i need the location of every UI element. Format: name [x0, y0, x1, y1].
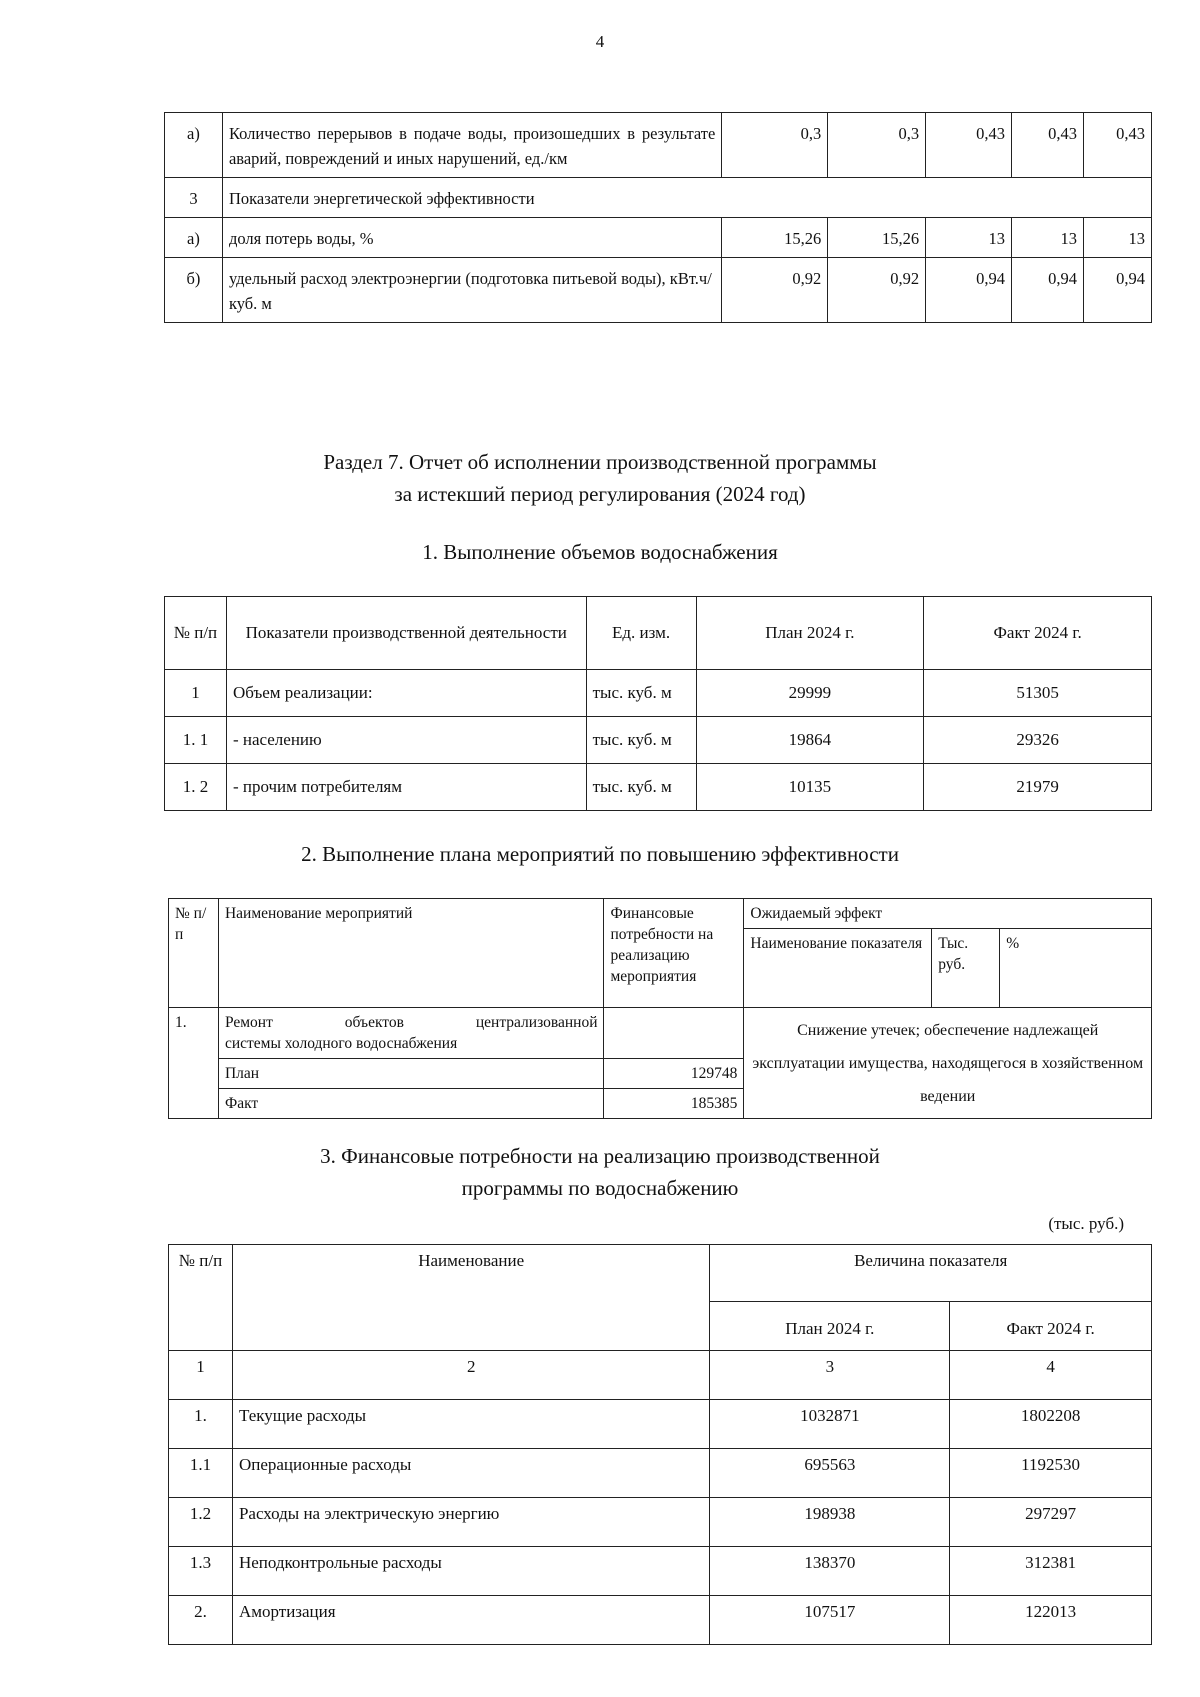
fact-value: 1192530	[950, 1449, 1152, 1498]
fact-value: 1802208	[950, 1400, 1152, 1449]
financial-heading-line2: программы по водоснабжению	[461, 1176, 739, 1200]
table-row	[169, 1008, 1152, 1059]
table-row	[169, 1400, 1152, 1449]
row-number: б)	[165, 258, 223, 323]
value-cell: 13	[1012, 218, 1084, 258]
measure-name	[218, 1008, 604, 1059]
column-header: %	[1000, 929, 1152, 1008]
column-header: Наименование мероприятий	[218, 899, 604, 1008]
row-number: 1.2	[169, 1498, 233, 1547]
value-cell: 0,94	[1012, 258, 1084, 323]
fact-value: 21979	[924, 764, 1152, 811]
indicator-name: удельный расход электроэнергии (подготовка питьевой воды), кВт.ч/куб. м	[222, 258, 721, 323]
measures-table	[168, 898, 1152, 1119]
column-number: 1	[169, 1351, 233, 1400]
row-number: 1. 1	[165, 717, 227, 764]
column-header: Тыс. руб.	[932, 929, 1000, 1008]
page-number: 4	[595, 32, 605, 51]
plan-value: 19864	[696, 717, 924, 764]
column-numbers-row	[169, 1351, 1152, 1400]
measure-name-line: Ремонт объектов централизованной	[224, 1014, 598, 1031]
row-name: Расходы на электрическую энергию	[232, 1498, 710, 1547]
value-cell: 13	[1083, 218, 1151, 258]
plan-value: 10135	[696, 764, 924, 811]
column-number: 2	[232, 1351, 710, 1400]
table-row	[165, 218, 1152, 258]
row-number: а)	[165, 113, 223, 178]
table-header-row	[169, 1245, 1152, 1302]
column-header: Факт 2024 г.	[924, 597, 1152, 670]
value-cell: 13	[926, 218, 1012, 258]
value-cell: 0,3	[722, 113, 828, 178]
expected-effect: Снижение утечек; обеспечение надлежащей эксплуатации имущества, находящегося в хозяйственном ведении	[744, 1008, 1152, 1119]
value-cell: 0,94	[926, 258, 1012, 323]
value-cell: 0,43	[1012, 113, 1084, 178]
measures-heading: 2. Выполнение плана мероприятий по повышению эффективности	[301, 842, 899, 866]
row-name: Неподконтрольные расходы	[232, 1547, 710, 1596]
section-title: Раздел 7. Отчет об исполнении производственной программы	[323, 450, 877, 474]
row-number: 1. 2	[165, 764, 227, 811]
plan-label: План	[218, 1059, 604, 1089]
column-header: Ед. изм.	[586, 597, 696, 670]
row-unit: тыс. куб. м	[586, 670, 696, 717]
indicator-name: Количество перерывов в подаче воды, произошедших в результате аварий, повреждений и иных нарушений, ед./км	[222, 113, 721, 178]
plan-value: 198938	[710, 1498, 950, 1547]
plan-value: 1032871	[710, 1400, 950, 1449]
plan-value: 29999	[696, 670, 924, 717]
finance-cell	[604, 1008, 744, 1059]
column-number: 4	[950, 1351, 1152, 1400]
table-row	[169, 1449, 1152, 1498]
row-name: Операционные расходы	[232, 1449, 710, 1498]
row-number: 1.	[169, 1400, 233, 1449]
table-row	[169, 1498, 1152, 1547]
column-header: № п/п	[169, 1245, 233, 1351]
column-header: Величина показателя	[710, 1245, 1152, 1302]
value-cell: 0,43	[926, 113, 1012, 178]
unit-note: (тыс. руб.)	[1048, 1214, 1124, 1233]
row-number: 1.1	[169, 1449, 233, 1498]
volumes-heading: 1. Выполнение объемов водоснабжения	[422, 540, 778, 564]
row-name: - прочим потребителям	[226, 764, 586, 811]
column-number: 3	[710, 1351, 950, 1400]
value-cell: 0,3	[828, 113, 926, 178]
column-header: План 2024 г.	[696, 597, 924, 670]
row-name: Текущие расходы	[232, 1400, 710, 1449]
row-unit: тыс. куб. м	[586, 717, 696, 764]
fact-value: 185385	[604, 1089, 744, 1119]
table-row	[165, 764, 1152, 811]
indicators-table	[164, 112, 1152, 323]
value-cell: 0,43	[1083, 113, 1151, 178]
plan-value: 107517	[710, 1596, 950, 1645]
value-cell: 15,26	[722, 218, 828, 258]
table-row	[169, 1596, 1152, 1645]
volumes-table	[164, 596, 1152, 811]
value-cell: 0,94	[1083, 258, 1151, 323]
row-number: 1	[165, 670, 227, 717]
measure-name-line: системы холодного водоснабжения	[224, 1035, 458, 1052]
table-header-row	[165, 597, 1152, 670]
table-row	[169, 1547, 1152, 1596]
column-header: № п/п	[169, 899, 219, 1008]
plan-value: 695563	[710, 1449, 950, 1498]
row-number: 1.3	[169, 1547, 233, 1596]
column-header: Показатели производственной деятельности	[226, 597, 586, 670]
row-name: - населению	[226, 717, 586, 764]
fact-value: 29326	[924, 717, 1152, 764]
column-header: Наименование	[232, 1245, 710, 1351]
column-header: Финансовые потребности на реализацию мероприятия	[604, 899, 744, 1008]
fact-value: 51305	[924, 670, 1152, 717]
table-row	[165, 258, 1152, 323]
column-header: Ожидаемый эффект	[744, 899, 1152, 929]
fact-label: Факт	[218, 1089, 604, 1119]
row-name: Объем реализации:	[226, 670, 586, 717]
row-unit: тыс. куб. м	[586, 764, 696, 811]
value-cell: 15,26	[828, 218, 926, 258]
section-name: Показатели энергетической эффективности	[222, 178, 1151, 218]
row-name: Амортизация	[232, 1596, 710, 1645]
table-row	[165, 717, 1152, 764]
financial-heading: 3. Финансовые потребности на реализацию производственной	[320, 1144, 880, 1168]
table-header-row	[169, 899, 1152, 929]
fact-value: 312381	[950, 1547, 1152, 1596]
row-number: 1.	[169, 1008, 219, 1119]
table-row	[165, 113, 1152, 178]
row-number: а)	[165, 218, 223, 258]
fact-value: 297297	[950, 1498, 1152, 1547]
table-row	[165, 178, 1152, 218]
section-subtitle: за истекший период регулирования (2024 год)	[394, 482, 806, 506]
plan-value: 138370	[710, 1547, 950, 1596]
column-header: План 2024 г.	[710, 1302, 950, 1351]
table-row	[165, 670, 1152, 717]
value-cell: 0,92	[828, 258, 926, 323]
column-header: Факт 2024 г.	[950, 1302, 1152, 1351]
column-header: Наименование показателя	[744, 929, 932, 1008]
indicator-name: доля потерь воды, %	[222, 218, 721, 258]
row-number: 3	[165, 178, 223, 218]
plan-value: 129748	[604, 1059, 744, 1089]
row-number: 2.	[169, 1596, 233, 1645]
column-header: № п/п	[165, 597, 227, 670]
fact-value: 122013	[950, 1596, 1152, 1645]
financial-table	[168, 1244, 1152, 1645]
value-cell: 0,92	[722, 258, 828, 323]
